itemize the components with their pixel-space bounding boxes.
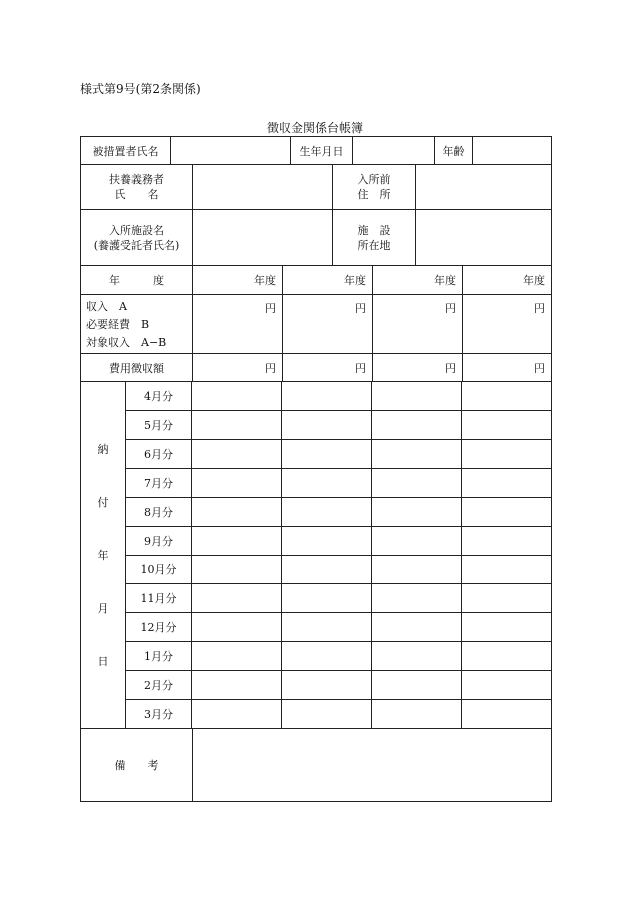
age-field[interactable] xyxy=(472,137,551,164)
year-col-2[interactable]: 年度 xyxy=(282,266,372,294)
payment-date-cell[interactable] xyxy=(282,411,372,439)
payment-date-cell[interactable] xyxy=(372,556,462,584)
payment-date-cell[interactable] xyxy=(282,498,372,526)
payment-date-cell[interactable] xyxy=(192,584,282,612)
payment-date-cell[interactable] xyxy=(372,440,462,468)
payment-month-label: 8月分 xyxy=(126,498,192,526)
payment-date-cell[interactable] xyxy=(282,613,372,641)
payment-date-cell[interactable] xyxy=(462,556,551,584)
prior-address-field[interactable] xyxy=(415,165,551,209)
payment-side-char: 日 xyxy=(97,655,109,669)
payment-month-label: 1月分 xyxy=(126,642,192,670)
payment-month-rows xyxy=(126,382,551,728)
payment-date-cell[interactable] xyxy=(192,642,282,670)
payment-side-char: 月 xyxy=(97,602,109,616)
payment-date-cell[interactable] xyxy=(372,411,462,439)
birthdate-label: 生年月日 xyxy=(290,137,352,164)
payment-month-row xyxy=(126,439,551,468)
form-number: 様式第9号(第2条関係) xyxy=(80,82,201,96)
year-col-3[interactable]: 年度 xyxy=(372,266,462,294)
payment-month-row xyxy=(126,670,551,699)
payment-date-cell[interactable] xyxy=(192,469,282,497)
facility-row xyxy=(80,209,552,265)
obligor-label-line1: 扶養義務者 xyxy=(109,173,164,186)
payment-side-char: 付 xyxy=(97,495,109,509)
year-col-1[interactable]: 年度 xyxy=(192,266,282,294)
income-label xyxy=(81,295,192,353)
fee-col-1[interactable]: 円 xyxy=(192,354,282,381)
payment-month-row xyxy=(126,583,551,612)
income-col-2[interactable]: 円 xyxy=(282,295,372,353)
payment-date-cell[interactable] xyxy=(282,469,372,497)
person-info-row xyxy=(80,136,552,164)
facility-location-label xyxy=(332,210,415,265)
payment-date-cell[interactable] xyxy=(462,613,551,641)
payment-date-cell[interactable] xyxy=(372,642,462,670)
payment-month-label: 7月分 xyxy=(126,469,192,497)
income-label-line3: 対象収入 A−B xyxy=(86,336,167,349)
remarks-row xyxy=(80,728,552,802)
year-label: 年 度 xyxy=(109,274,164,287)
income-col-1[interactable]: 円 xyxy=(192,295,282,353)
person-name-field[interactable] xyxy=(170,137,290,164)
prior-address-label-line1: 入所前 xyxy=(357,173,391,186)
remarks-field[interactable] xyxy=(192,729,551,801)
facility-location-field[interactable] xyxy=(415,210,551,265)
payment-side-char: 納 xyxy=(97,442,109,456)
payment-date-cell[interactable] xyxy=(282,556,372,584)
payment-month-label: 9月分 xyxy=(126,527,192,555)
payment-date-cell[interactable] xyxy=(462,469,551,497)
payment-date-cell[interactable] xyxy=(372,584,462,612)
year-row xyxy=(80,265,552,294)
fee-label: 費用徴収額 xyxy=(109,361,164,375)
payment-date-cell[interactable] xyxy=(282,440,372,468)
income-col-3[interactable]: 円 xyxy=(372,295,462,353)
payment-date-cell[interactable] xyxy=(192,498,282,526)
payment-date-cell[interactable] xyxy=(462,584,551,612)
payment-month-label: 4月分 xyxy=(126,382,192,410)
payment-month-row xyxy=(126,497,551,526)
income-row xyxy=(80,294,552,353)
payment-month-row xyxy=(126,410,551,439)
facility-location-label-line2: 所在地 xyxy=(357,238,391,252)
payment-month-label: 12月分 xyxy=(126,613,192,641)
payment-month-label: 3月分 xyxy=(126,700,192,728)
payment-date-cell[interactable] xyxy=(282,584,372,612)
payment-date-cell[interactable] xyxy=(372,671,462,699)
fee-col-2[interactable]: 円 xyxy=(282,354,372,381)
payment-month-label: 11月分 xyxy=(126,584,192,612)
obligor-label-line2: 氏 名 xyxy=(114,188,159,201)
payment-date-cell[interactable] xyxy=(192,613,282,641)
payment-date-cell[interactable] xyxy=(192,556,282,584)
payment-month-row xyxy=(126,555,551,584)
payment-date-cell[interactable] xyxy=(462,700,551,728)
income-label-line1: 収入 A xyxy=(86,300,127,313)
payment-date-cell[interactable] xyxy=(462,671,551,699)
payment-date-cell[interactable] xyxy=(282,700,372,728)
payment-month-row xyxy=(126,526,551,555)
payment-date-cell[interactable] xyxy=(372,382,462,410)
payment-month-label: 2月分 xyxy=(126,671,192,699)
payment-month-label: 10月分 xyxy=(126,556,192,584)
payment-date-cell[interactable] xyxy=(192,440,282,468)
payment-month-row xyxy=(126,468,551,497)
payment-date-cell[interactable] xyxy=(372,700,462,728)
payment-date-cell[interactable] xyxy=(372,498,462,526)
payment-date-cell[interactable] xyxy=(462,440,551,468)
facility-label-line2: (養護受託者氏名) xyxy=(93,238,180,252)
payment-month-label: 6月分 xyxy=(126,440,192,468)
payment-date-cell[interactable] xyxy=(462,527,551,555)
payment-date-cell[interactable] xyxy=(372,469,462,497)
person-name-label: 被措置者氏名 xyxy=(92,144,159,158)
payment-month-row xyxy=(126,699,551,728)
facility-label-line1: 入所施設名 xyxy=(109,223,164,237)
income-label-line2: 必要経費 B xyxy=(86,318,150,331)
payment-date-side-label xyxy=(81,382,126,728)
payment-date-cell[interactable] xyxy=(462,411,551,439)
remarks-label: 備 考 xyxy=(114,759,159,772)
payment-date-cell[interactable] xyxy=(192,700,282,728)
payment-date-cell[interactable] xyxy=(192,411,282,439)
obligor-name-field[interactable] xyxy=(192,165,332,209)
payment-date-cell[interactable] xyxy=(192,671,282,699)
prior-address-label xyxy=(332,165,415,209)
fee-col-3[interactable]: 円 xyxy=(372,354,462,381)
payment-date-cell[interactable] xyxy=(462,498,551,526)
facility-location-label-line1: 施 設 xyxy=(357,223,391,237)
payment-date-cell[interactable] xyxy=(282,642,372,670)
document-title: 徴収金関係台帳簿 xyxy=(266,121,363,135)
payment-date-cell[interactable] xyxy=(282,527,372,555)
obligor-label xyxy=(81,165,192,209)
payment-date-cell[interactable] xyxy=(192,382,282,410)
payment-date-cell[interactable] xyxy=(462,382,551,410)
obligor-row xyxy=(80,164,552,209)
payment-date-block xyxy=(80,381,552,728)
income-col-4[interactable]: 円 xyxy=(462,295,551,353)
facility-label xyxy=(81,210,192,265)
age-label: 年齢 xyxy=(434,137,472,164)
fee-row xyxy=(80,353,552,381)
year-col-4[interactable]: 年度 xyxy=(462,266,551,294)
payment-side-char: 年 xyxy=(97,548,109,562)
payment-date-cell[interactable] xyxy=(192,527,282,555)
facility-name-field[interactable] xyxy=(192,210,332,265)
payment-month-label: 5月分 xyxy=(126,411,192,439)
payment-month-row xyxy=(126,612,551,641)
payment-date-cell[interactable] xyxy=(372,613,462,641)
fee-col-4[interactable]: 円 xyxy=(462,354,551,381)
prior-address-label-line2: 住 所 xyxy=(357,188,391,201)
payment-date-cell[interactable] xyxy=(462,642,551,670)
payment-month-row xyxy=(126,382,551,410)
payment-month-row xyxy=(126,641,551,670)
payment-date-cell[interactable] xyxy=(282,382,372,410)
payment-date-cell[interactable] xyxy=(282,671,372,699)
payment-date-cell[interactable] xyxy=(372,527,462,555)
birthdate-field[interactable] xyxy=(352,137,434,164)
